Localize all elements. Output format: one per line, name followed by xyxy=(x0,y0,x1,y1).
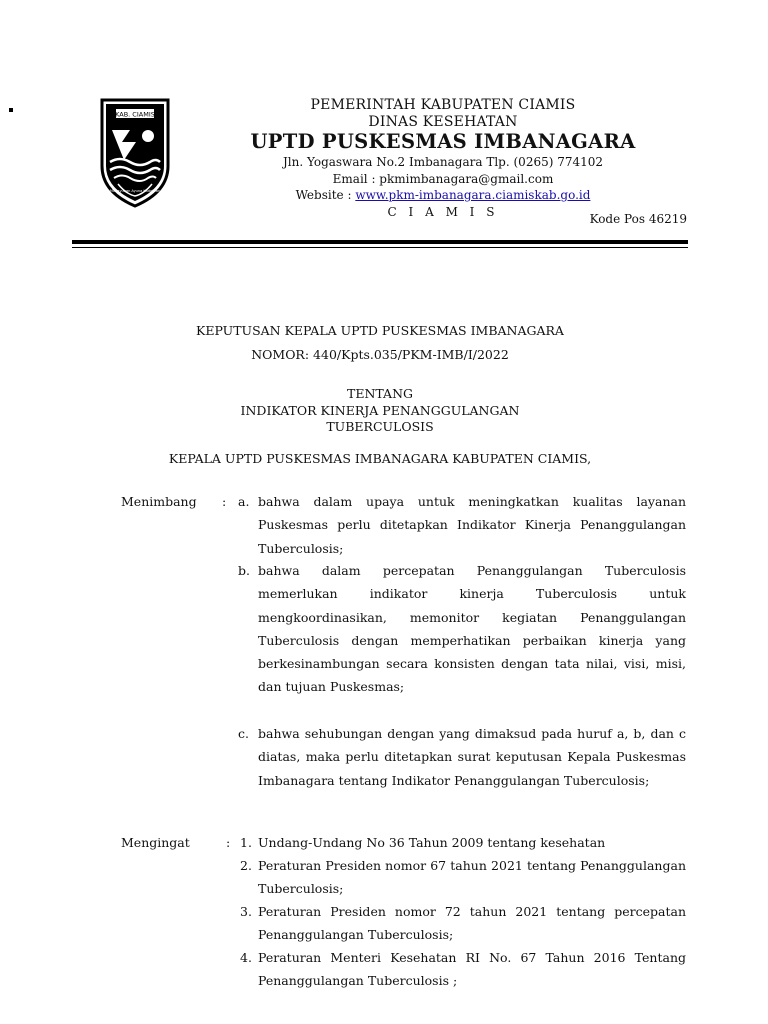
menimbang-item-b: bahwa dalam percepatan Penanggulangan Tuberculosis memerlukan indikator kinerja Tuberculosis untuk mengkoordinasikan, memonitor kegiatan Penanggulangan Tuberculosis dengan memperhatikan perbaikan kinerja yang berkesinambungan secara konsisten dengan tata nilai, visi, misi, dan tujuan Puskesmas; xyxy=(258,563,686,695)
logo-text-top: KAB. CIAMIS xyxy=(115,110,155,119)
mengingat-item-1: Undang-Undang No 36 Tahun 2009 tentang kesehatan xyxy=(258,835,606,850)
letterhead-divider-thick xyxy=(72,240,688,244)
menimbang-item-c: bahwa sehubungan dengan yang dimaksud pada huruf a, b, dan c diatas, maka perlu ditetapkan surat keputusan Kepala Puskesmas Imbanagara tentang Indikator Penanggulangan Tuberculosis; xyxy=(258,726,686,788)
menimbang-mark-c: c. xyxy=(238,726,249,741)
about-heading: TENTANG xyxy=(346,386,413,401)
institution-name: UPTD PUSKESMAS IMBANAGARA xyxy=(250,130,636,153)
city-line: C I A M I S xyxy=(387,204,499,219)
subject-line-1: INDIKATOR KINERJA PENANGGULANGAN xyxy=(240,403,520,418)
mengingat-item-3: Peraturan Presiden nomor 72 tahun 2021 tentang percepatan Penanggulangan Tuberculosis; xyxy=(258,904,686,943)
mengingat-mark-2: 2. xyxy=(240,858,252,873)
ciamis-regency-logo xyxy=(96,96,174,208)
subject-line-2: TUBERCULOSIS xyxy=(326,419,434,434)
mengingat-colon: : xyxy=(226,835,231,850)
department-name: DINAS KESEHATAN xyxy=(368,113,518,130)
mengingat-mark-3: 3. xyxy=(240,904,252,919)
email-line: Email : pkmimbanagara@gmail.com xyxy=(332,171,554,186)
letterhead-divider-thin xyxy=(72,247,688,248)
mengingat-mark-4: 4. xyxy=(240,950,252,965)
website-line xyxy=(230,187,656,204)
head-title: KEPALA UPTD PUSKESMAS IMBANAGARA KABUPATEN CIAMIS, xyxy=(168,451,592,466)
stray-mark xyxy=(9,108,13,112)
mengingat-mark-1: 1. xyxy=(240,835,252,850)
decree-title: KEPUTUSAN KEPALA UPTD PUSKESMAS IMBANAGARA xyxy=(196,323,564,338)
menimbang-colon: : xyxy=(222,494,227,509)
government-name: PEMERINTAH KABUPATEN CIAMIS xyxy=(310,97,576,113)
menimbang-item-a: bahwa dalam upaya untuk meningkatkan kualitas layanan Puskesmas perlu ditetapkan Indikator Kinerja Penanggulangan Tuberculosis; xyxy=(258,494,686,556)
website-link[interactable]: www.pkm-imbanagara.ciamiskab.go.id xyxy=(355,188,591,202)
decree-number: NOMOR: 440/Kpts.035/PKM-IMB/I/2022 xyxy=(251,347,509,362)
address-line: Jln. Yogaswara No.2 Imbanagara Tlp. (0265) 774102 xyxy=(282,155,604,169)
letterhead xyxy=(230,97,656,220)
mengingat-label: Mengingat xyxy=(121,835,190,850)
mengingat-item-2: Peraturan Presiden nomor 67 tahun 2021 tentang Penanggulangan Tuberculosis; xyxy=(258,858,686,897)
mengingat-item-4: Peraturan Menteri Kesehatan RI No. 67 Tahun 2016 Tentang Penanggulangan Tuberculosis ; xyxy=(258,950,686,989)
postal-code: Kode Pos 46219 xyxy=(589,212,687,226)
logo-motto: Mahayunan Ayuna Kadatuan xyxy=(109,189,161,193)
menimbang-mark-a: a. xyxy=(238,494,250,509)
menimbang-mark-b: b. xyxy=(238,563,250,578)
menimbang-label: Menimbang xyxy=(121,494,197,509)
website-label: Website : xyxy=(295,188,356,202)
